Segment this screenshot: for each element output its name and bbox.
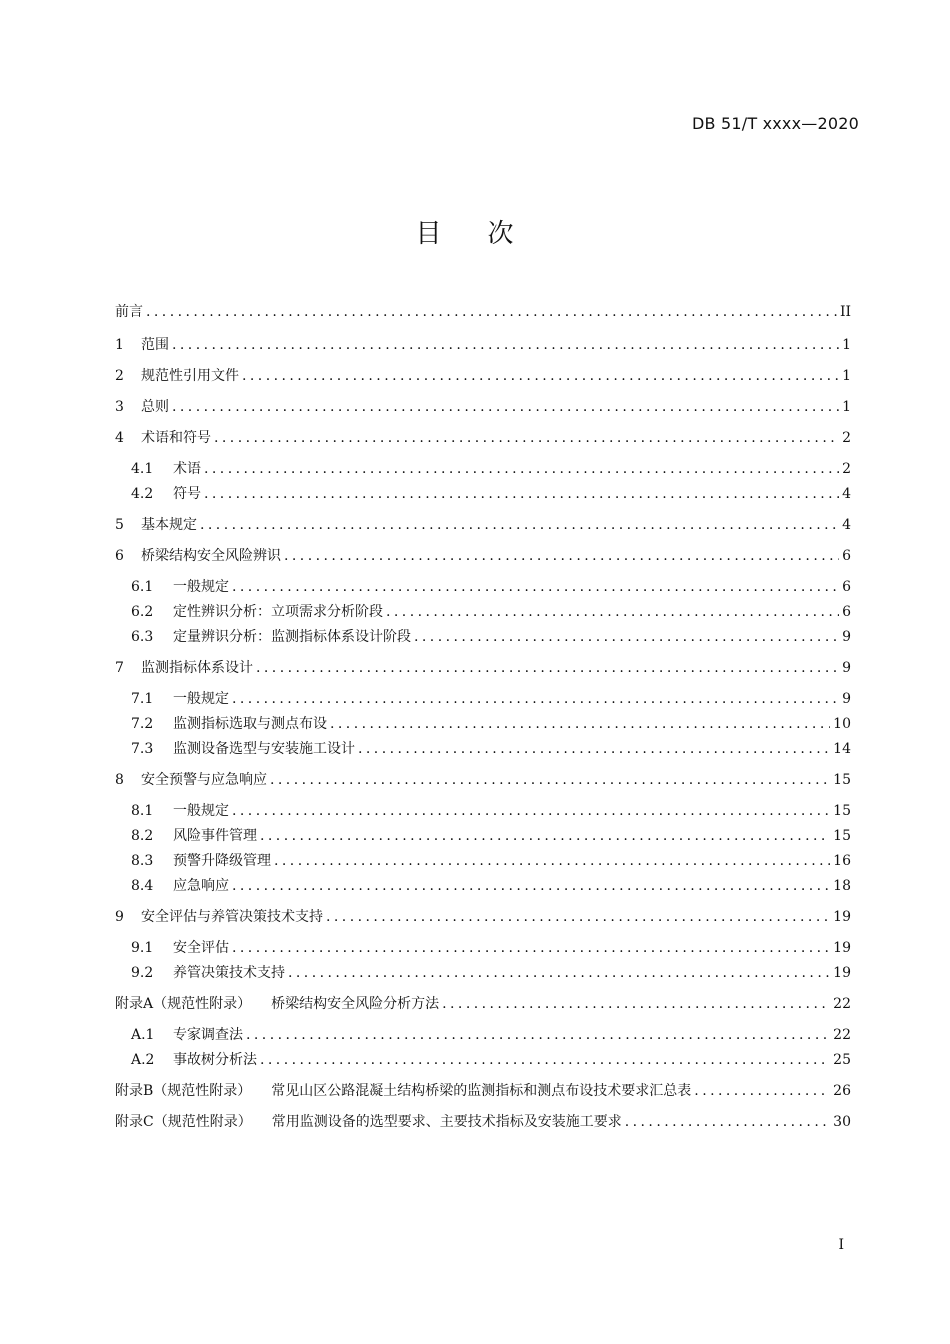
toc-appendix-entry[interactable] — [115, 1110, 851, 1134]
toc-subentry[interactable] — [131, 849, 851, 873]
toc-subentry[interactable] — [131, 936, 851, 960]
toc-entry-number: 8.3 — [131, 853, 154, 869]
toc-entry-number: 7.2 — [131, 716, 154, 732]
toc-leader-dots — [284, 544, 839, 568]
toc-entry-page: 6 — [842, 604, 851, 620]
toc-entry-label: 桥梁结构安全风险分析方法 — [271, 996, 440, 1012]
toc-entry-page: 9 — [842, 629, 851, 645]
toc-entry-page: 1 — [842, 368, 851, 384]
toc-leader-dots — [200, 513, 839, 537]
toc-leader-dots — [330, 712, 830, 736]
document-code: DB 51/T xxxx—2020 — [692, 114, 859, 133]
toc-entry-number: 9 — [115, 909, 124, 925]
toc-leader-dots — [274, 849, 830, 873]
toc-entry-label: 前言 — [115, 304, 143, 320]
toc-leader-dots — [242, 364, 839, 388]
toc-entry-label: 一般规定 — [173, 691, 229, 707]
toc-entry-label: 安全评估与养管决策技术支持 — [141, 909, 323, 925]
toc-entry[interactable] — [115, 768, 851, 792]
toc-entry-number: 6.2 — [131, 604, 154, 620]
toc-leader-dots — [232, 799, 830, 823]
toc-entry-label: 范围 — [141, 337, 169, 353]
toc-entry-label: 常用监测设备的选型要求、主要技术指标及安装施工要求 — [271, 1114, 622, 1130]
toc-entry-label: 定量辨识分析：监测指标体系设计阶段 — [173, 629, 411, 645]
toc-entry[interactable] — [115, 544, 851, 568]
toc-subentry[interactable] — [131, 737, 851, 761]
toc-entry-label: 事故树分析法 — [173, 1052, 257, 1068]
toc-entry-number: 4 — [115, 430, 124, 446]
toc-appendix-number: 附录A（规范性附录） — [115, 996, 252, 1012]
toc-entry-page: 22 — [833, 996, 851, 1012]
toc-entry-number: 8 — [115, 772, 124, 788]
toc-subentry[interactable] — [131, 687, 851, 711]
toc-entry-page: 9 — [842, 691, 851, 707]
toc-entry-number: 6.3 — [131, 629, 154, 645]
toc-entry-page: 16 — [833, 853, 851, 869]
toc-entry-label: 养管决策技术支持 — [173, 965, 285, 981]
toc-leader-dots — [232, 936, 830, 960]
toc-leader-dots — [204, 457, 839, 481]
toc-entry-page: 19 — [833, 965, 851, 981]
toc-entry-number: 4.1 — [131, 461, 154, 477]
toc-leader-dots — [288, 961, 830, 985]
toc-appendix-entry[interactable] — [115, 1079, 851, 1103]
toc-leader-dots — [260, 824, 830, 848]
toc-entry[interactable] — [115, 364, 851, 388]
toc-entry-label: 应急响应 — [173, 878, 229, 894]
toc-entry-number: A.1 — [131, 1027, 155, 1043]
toc-entry-number: A.2 — [131, 1052, 155, 1068]
toc-entry-number: 8.2 — [131, 828, 154, 844]
toc-entry-label: 术语 — [173, 461, 201, 477]
toc-leader-dots — [326, 905, 830, 929]
toc-subentry[interactable] — [131, 874, 851, 898]
toc-entry-label: 术语和符号 — [141, 430, 211, 446]
toc-entry-number: 5 — [115, 517, 124, 533]
toc-leader-dots — [246, 1023, 830, 1047]
toc-entry-number: 7 — [115, 660, 124, 676]
toc-subentry[interactable] — [131, 824, 851, 848]
toc-entry-label: 定性辨识分析：立项需求分析阶段 — [173, 604, 383, 620]
toc-entry-number: 6.1 — [131, 579, 154, 595]
toc-entry-page: 10 — [833, 716, 851, 732]
toc-leader-dots — [386, 600, 839, 624]
toc-entry-page: 22 — [833, 1027, 851, 1043]
toc-entry-page: 15 — [833, 828, 851, 844]
toc-entry-page: 4 — [842, 486, 851, 502]
toc-entry[interactable] — [115, 426, 851, 450]
toc-entry-label: 监测指标体系设计 — [141, 660, 253, 676]
toc-entry-label: 符号 — [173, 486, 201, 502]
toc-leader-dots — [172, 395, 839, 419]
toc-appendix-number: 附录C（规范性附录） — [115, 1114, 252, 1130]
toc-entry-label: 安全评估 — [173, 940, 229, 956]
toc-entry[interactable] — [115, 333, 851, 357]
toc-subentry[interactable] — [131, 1023, 851, 1047]
toc-leader-dots — [358, 737, 830, 761]
toc-entry-page: 19 — [833, 909, 851, 925]
toc-leader-dots — [256, 656, 839, 680]
toc-entry-label: 监测设备选型与安装施工设计 — [173, 741, 355, 757]
toc-entry-page: 25 — [833, 1052, 851, 1068]
toc-entry[interactable] — [115, 395, 851, 419]
toc-entry-number: 7.1 — [131, 691, 154, 707]
toc-subentry[interactable] — [131, 961, 851, 985]
toc-subentry[interactable] — [131, 799, 851, 823]
page-title: 目次 — [415, 219, 560, 249]
toc-entry-label: 专家调查法 — [173, 1027, 243, 1043]
toc-entry-page: 2 — [842, 430, 851, 446]
toc-leader-dots — [625, 1110, 830, 1134]
page-number: I — [838, 1237, 844, 1253]
toc-entry-page: 15 — [833, 772, 851, 788]
toc-entry-number: 9.1 — [131, 940, 154, 956]
toc-entry[interactable] — [115, 905, 851, 929]
toc-entry-number: 7.3 — [131, 741, 154, 757]
toc-leader-dots — [214, 426, 839, 450]
toc-leader-dots — [232, 874, 830, 898]
toc-leader-dots — [172, 333, 839, 357]
toc-entry-label: 安全预警与应急响应 — [141, 772, 267, 788]
toc-entry-page: 9 — [842, 660, 851, 676]
toc-entry-number: 8.4 — [131, 878, 154, 894]
toc-entry-label: 基本规定 — [141, 517, 197, 533]
toc-entry-number: 1 — [115, 337, 124, 353]
toc-subentry[interactable] — [131, 457, 851, 481]
toc-leader-dots — [270, 768, 830, 792]
toc-entry-page: 19 — [833, 940, 851, 956]
toc-entry-label: 一般规定 — [173, 803, 229, 819]
toc-entry-number: 2 — [115, 368, 124, 384]
toc-subentry[interactable] — [131, 482, 851, 506]
toc-subentry[interactable] — [131, 1048, 851, 1072]
toc-entry-page: 1 — [842, 399, 851, 415]
toc-leader-dots — [146, 300, 837, 324]
toc-entry-number: 6 — [115, 548, 124, 564]
toc-entry-label: 风险事件管理 — [173, 828, 257, 844]
toc-entry-label: 一般规定 — [173, 579, 229, 595]
toc-leader-dots — [232, 575, 839, 599]
toc-entry[interactable] — [115, 513, 851, 537]
toc-entry-label: 监测指标选取与测点布设 — [173, 716, 327, 732]
toc-leader-dots — [694, 1079, 830, 1103]
toc-entry-number: 3 — [115, 399, 124, 415]
toc-leader-dots — [232, 687, 839, 711]
toc-entry-label: 规范性引用文件 — [141, 368, 239, 384]
toc-entry-label: 常见山区公路混凝土结构桥梁的监测指标和测点布设技术要求汇总表 — [271, 1083, 692, 1099]
toc-entry-label: 预警升降级管理 — [173, 853, 271, 869]
toc-subentry[interactable] — [131, 712, 851, 736]
toc-leader-dots — [260, 1048, 830, 1072]
toc-entry-page: 14 — [833, 741, 851, 757]
toc-entry-page: 4 — [842, 517, 851, 533]
toc-entry-page: 26 — [833, 1083, 851, 1099]
toc-subentry[interactable] — [131, 575, 851, 599]
toc-entry-page: 1 — [842, 337, 851, 353]
toc-entry-number: 4.2 — [131, 486, 154, 502]
toc-entry-label: 桥梁结构安全风险辨识 — [141, 548, 281, 564]
toc-entry-page: II — [839, 304, 851, 320]
toc-entry-page: 30 — [833, 1114, 851, 1130]
toc-leader-dots — [414, 625, 839, 649]
toc-entry-number: 8.1 — [131, 803, 154, 819]
toc-entry-label: 总则 — [141, 399, 169, 415]
toc-subentry[interactable] — [131, 625, 851, 649]
toc-appendix-entry[interactable] — [115, 992, 851, 1016]
toc-subentry[interactable] — [131, 600, 851, 624]
toc-entry-page: 15 — [833, 803, 851, 819]
toc-entry-page: 2 — [842, 461, 851, 477]
toc-entry[interactable] — [115, 656, 851, 680]
toc-entry[interactable] — [115, 300, 851, 324]
toc-entry-page: 6 — [842, 579, 851, 595]
toc-entry-page: 6 — [842, 548, 851, 564]
toc-entry-page: 18 — [833, 878, 851, 894]
toc-appendix-number: 附录B（规范性附录） — [115, 1083, 252, 1099]
toc-entry-number: 9.2 — [131, 965, 154, 981]
toc-leader-dots — [442, 992, 830, 1016]
toc-leader-dots — [204, 482, 839, 506]
